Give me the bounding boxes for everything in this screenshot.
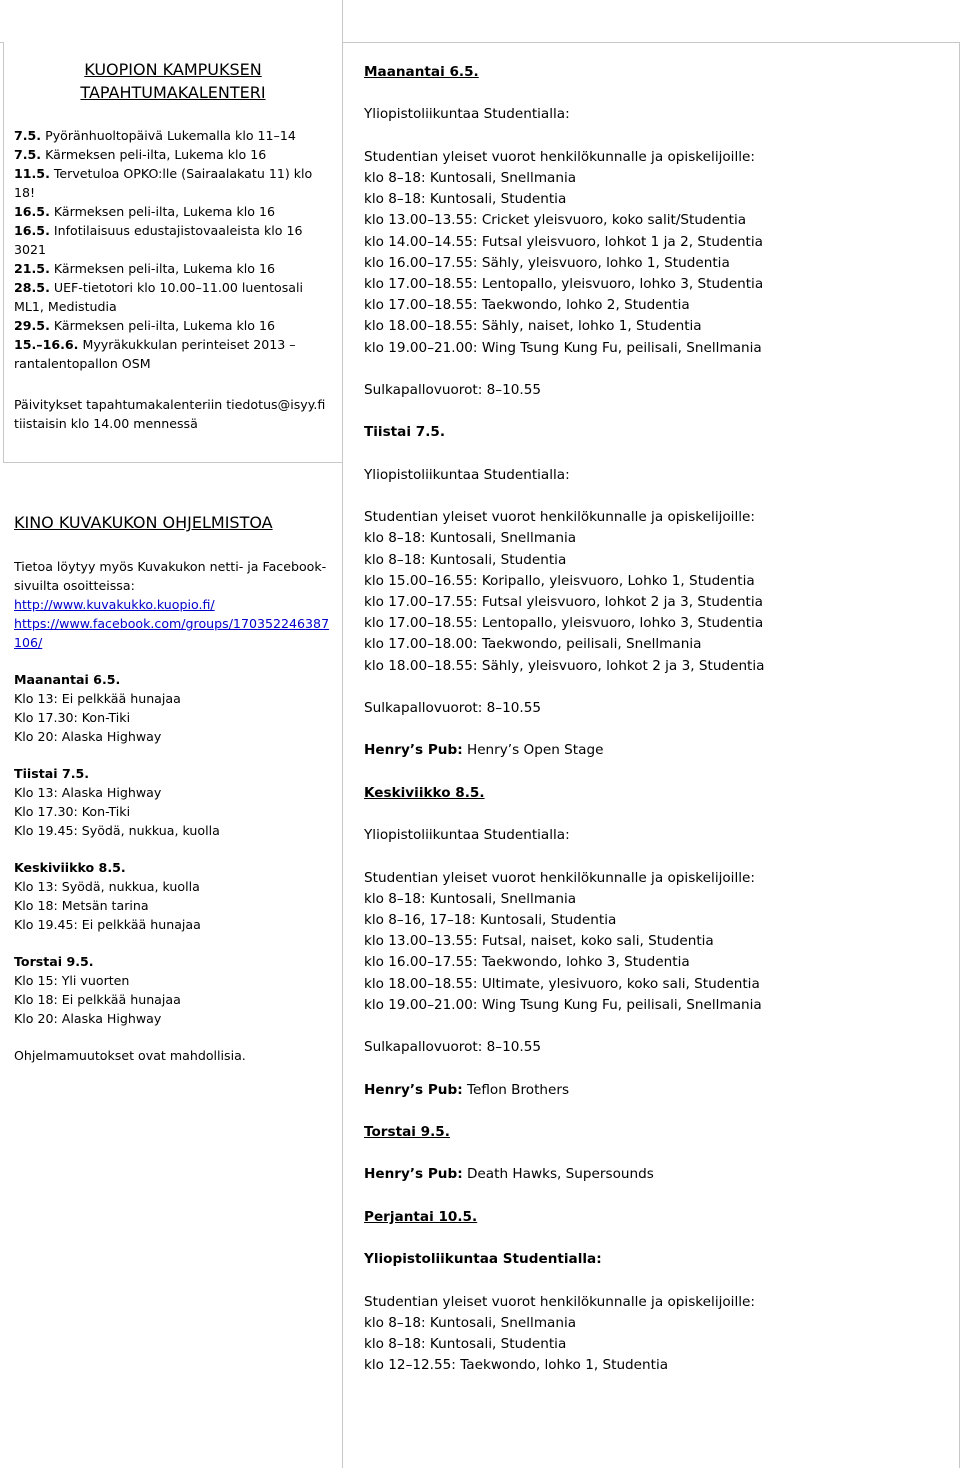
sports-heading: Yliopistoliikuntaa Studentialla: (364, 1251, 602, 1268)
sports-schedule (364, 62, 954, 1376)
calendar-event: 28.5. UEF-tietotori klo 10.00–11.00 luentosali ML1, Medistudia (14, 280, 304, 314)
sports-heading: Yliopistoliikuntaa Studentialla: (364, 827, 570, 844)
pub-event: Henry’s Pub: Death Hawks, Supersounds (364, 1166, 654, 1183)
pub-event: Henry’s Pub: Teflon Brothers (364, 1081, 570, 1098)
kino-screening: Klo 17.30: Kon-Tiki (14, 804, 131, 819)
schedule-line: klo 17.00–17.55: Futsal yleisvuoro, lohkot 2 ja 3, Studentia (364, 593, 763, 610)
calendar-event-list (14, 126, 336, 373)
calendar-event: 7.5. Kärmeksen peli-ilta, Lukema klo 16 (14, 147, 267, 162)
day-title-monday: Maanantai 6.5. (364, 64, 479, 80)
calendar-event: 7.5. Pyöränhuoltopäivä Lukemalla klo 11–14 (14, 128, 296, 143)
schedule-line: klo 8–18: Kuntosali, Snellmania (364, 169, 577, 186)
badminton-slots: Sulkapallovuorot: 8–10.55 (364, 699, 541, 716)
badminton-slots: Sulkapallovuorot: 8–10.55 (364, 1039, 541, 1056)
kuvakukko-facebook-link[interactable]: https://www.facebook.com/groups/170352246387106/ (14, 616, 330, 650)
schedule-line: klo 19.00–21.00: Wing Tsung Kung Fu, peilisali, Snellmania (364, 996, 762, 1013)
schedule-line: klo 8–18: Kuntosali, Snellmania (364, 1314, 577, 1331)
schedule-line: klo 18.00–18.55: Ultimate, ylesivuoro, koko sali, Studentia (364, 975, 760, 992)
kino-screening: Klo 13: Ei pelkkää hunajaa (14, 691, 181, 706)
schedule-line: klo 16.00–17.55: Sähly, yleisvuoro, lohko 1, Studentia (364, 254, 730, 271)
pub-event: Henry’s Pub: Henry’s Open Stage (364, 742, 604, 759)
sports-heading: Yliopistoliikuntaa Studentialla: (364, 106, 570, 123)
day-title-friday: Perjantai 10.5. (364, 1208, 478, 1225)
day-title-tuesday: Tiistai 7.5. (364, 424, 445, 441)
calendar-event: 29.5. Kärmeksen peli-ilta, Lukema klo 16 (14, 318, 276, 333)
kino-screening: Klo 13: Alaska Highway (14, 785, 162, 800)
schedule-line: klo 8–18: Kuntosali, Snellmania (364, 890, 577, 907)
schedule-line: klo 17.00–18.00: Taekwondo, peilisali, Snellmania (364, 636, 702, 653)
kino-title: KINO KUVAKUKON OHJELMISTOA (14, 513, 273, 532)
sports-subheading: Studentian yleiset vuorot henkilökunnalle ja opiskelijoille: (364, 148, 755, 165)
schedule-line: klo 17.00–18.55: Taekwondo, lohko 2, Studentia (364, 297, 690, 314)
schedule-line: klo 12–12.55: Taekwondo, lohko 1, Studentia (364, 1357, 669, 1374)
calendar-event: 21.5. Kärmeksen peli-ilta, Lukema klo 16 (14, 261, 276, 276)
kino-program (14, 557, 339, 1065)
top-frame (0, 0, 343, 43)
schedule-line: klo 18.00–18.55: Sähly, yleisvuoro, lohkot 2 ja 3, Studentia (364, 657, 765, 674)
sports-subheading: Studentian yleiset vuorot henkilökunnalle ja opiskelijoille: (364, 1293, 755, 1310)
schedule-line: klo 8–18: Kuntosali, Studentia (364, 1335, 567, 1352)
schedule-line: klo 13.00–13.55: Futsal, naiset, koko sali, Studentia (364, 933, 714, 950)
kino-day-title: Torstai 9.5. (14, 954, 94, 969)
schedule-line: klo 8–18: Kuntosali, Snellmania (364, 530, 577, 547)
schedule-line: klo 14.00–14.55: Futsal yleisvuoro, lohkot 1 ja 2, Studentia (364, 233, 763, 250)
schedule-line: klo 18.00–18.55: Sähly, naiset, lohko 1, Studentia (364, 318, 702, 335)
calendar-event: 11.5. Tervetuloa OPKO:lle (Sairaalakatu 11) klo 18! (14, 166, 313, 200)
kino-screening: Klo 17.30: Kon-Tiki (14, 710, 131, 725)
calendar-title-line1: KUOPION KAMPUKSEN (84, 60, 262, 79)
schedule-line: klo 17.00–18.55: Lentopallo, yleisvuoro, lohko 3, Studentia (364, 276, 764, 292)
schedule-line: klo 16.00–17.55: Taekwondo, lohko 3, Studentia (364, 954, 690, 971)
calendar-title-line2: TAPAHTUMAKALENTERI (80, 83, 266, 102)
calendar-update-note: Päivitykset tapahtumakalenteriin tiedotus@isyy.fi tiistaisin klo 14.00 mennessä (14, 397, 326, 431)
kino-day-title: Maanantai 6.5. (14, 672, 121, 687)
kino-screening: Klo 18: Metsän tarina (14, 898, 149, 913)
sports-heading: Yliopistoliikuntaa Studentialla: (364, 466, 570, 483)
kino-screening: Klo 19.45: Syödä, nukkua, kuolla (14, 823, 220, 838)
kuvakukko-website-link[interactable]: http://www.kuvakukko.kuopio.fi/ (14, 597, 215, 612)
kino-screening: Klo 20: Alaska Highway (14, 1011, 162, 1026)
sports-subheading: Studentian yleiset vuorot henkilökunnalle ja opiskelijoille: (364, 509, 755, 526)
schedule-line: klo 8–16, 17–18: Kuntosali, Studentia (364, 911, 617, 928)
kino-screening: Klo 13: Syödä, nukkua, kuolla (14, 879, 200, 894)
schedule-line: klo 19.00–21.00: Wing Tsung Kung Fu, peilisali, Snellmania (364, 339, 762, 356)
calendar-event: 16.5. Kärmeksen peli-ilta, Lukema klo 16 (14, 204, 276, 219)
schedule-line: klo 15.00–16.55: Koripallo, yleisvuoro, Lohko 1, Studentia (364, 572, 755, 589)
kino-day-title: Keskiviikko 8.5. (14, 860, 126, 875)
kino-screening: Klo 20: Alaska Highway (14, 729, 162, 744)
calendar-event: 16.5. Infotilaisuus edustajistovaaleista klo 16 3021 (14, 223, 303, 257)
schedule-line: klo 8–18: Kuntosali, Studentia (364, 191, 567, 208)
day-title-thursday: Torstai 9.5. (364, 1123, 450, 1140)
kino-day-title: Tiistai 7.5. (14, 766, 90, 781)
schedule-line: klo 13.00–13.55: Cricket yleisvuoro, koko salit/Studentia (364, 212, 747, 229)
schedule-line: klo 8–18: Kuntosali, Studentia (364, 551, 567, 568)
calendar-event: 15.–16.6. Myyräkukkulan perinteiset 2013 – rantalentopallon OSM (14, 337, 296, 371)
schedule-line: klo 17.00–18.55: Lentopallo, yleisvuoro, lohko 3, Studentia (364, 615, 764, 632)
day-title-wednesday: Keskiviikko 8.5. (364, 784, 485, 801)
calendar-title (14, 58, 332, 104)
kino-footer: Ohjelmamuutokset ovat mahdollisia. (14, 1048, 246, 1063)
badminton-slots: Sulkapallovuorot: 8–10.55 (364, 382, 541, 398)
kino-screening: Klo 18: Ei pelkkää hunajaa (14, 992, 181, 1007)
sports-subheading: Studentian yleiset vuorot henkilökunnalle ja opiskelijoille: (364, 869, 755, 886)
kino-intro: Tietoa löytyy myös Kuvakukon netti- ja Facebook-sivuilta osoitteissa: (14, 559, 327, 593)
kino-screening: Klo 19.45: Ei pelkkää hunajaa (14, 917, 201, 932)
kino-screening: Klo 15: Yli vuorten (14, 973, 130, 988)
